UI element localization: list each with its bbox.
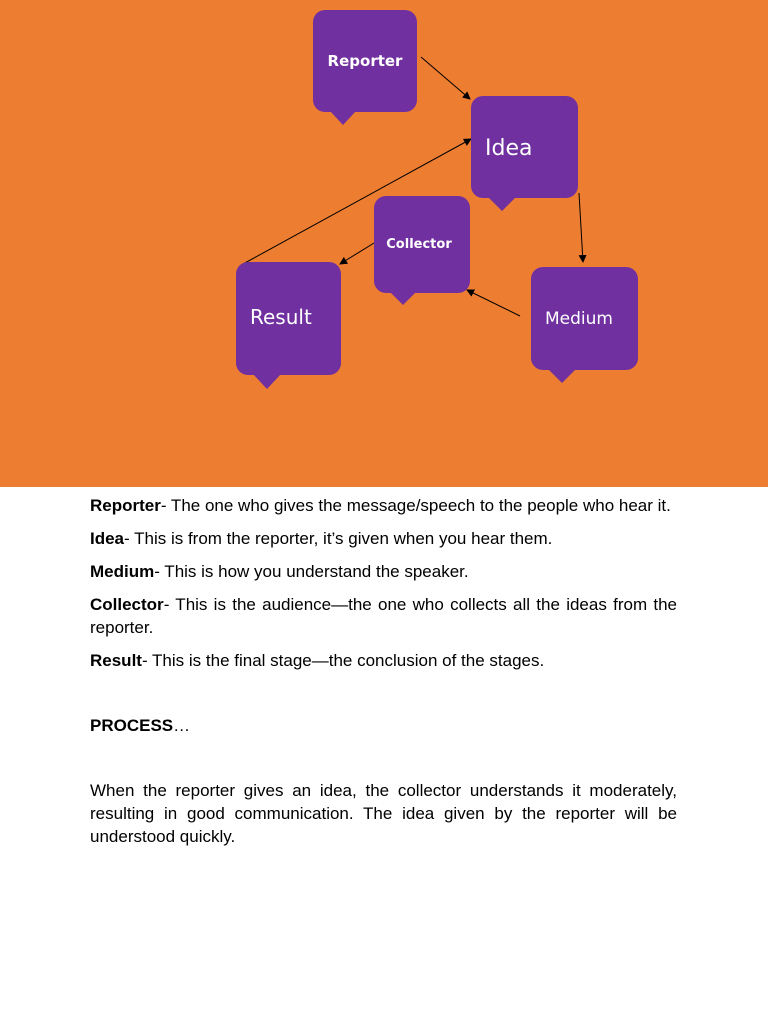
definition-result-text: - This is the final stage—the conclusion of the stages. (141, 651, 545, 670)
arrow-medium-to-collector (467, 290, 520, 316)
diagram-panel (0, 0, 768, 487)
term-reporter: Reporter (90, 496, 161, 515)
arrow-idea-to-medium (579, 193, 583, 262)
term-idea: Idea (90, 529, 125, 548)
collector-node (374, 196, 470, 305)
medium-node (531, 267, 638, 383)
reporter-label: Reporter (327, 52, 403, 70)
arrow-reporter-to-idea (421, 57, 470, 99)
term-result: Result (90, 651, 142, 670)
collector-label: Collector (386, 237, 452, 252)
definition-idea (90, 527, 677, 550)
reporter-node (313, 10, 417, 125)
idea-label: Idea (485, 136, 533, 161)
process-title: PROCESS (90, 716, 174, 735)
definition-reporter (90, 494, 677, 517)
definition-medium (90, 560, 677, 583)
definition-collector (90, 593, 677, 639)
result-node (236, 262, 341, 389)
definition-result (90, 649, 677, 672)
definition-collector-text: - This is the audience—the one who collects all the ideas from the reporter. (90, 595, 677, 637)
term-medium: Medium (90, 562, 155, 581)
definition-reporter-text: - The one who gives the message/speech to the people who hear it. (160, 496, 671, 515)
process-ellipsis: … (173, 716, 191, 735)
document-body (90, 494, 677, 858)
process-heading (90, 714, 677, 737)
definition-medium-text: - This is how you understand the speaker. (154, 562, 469, 581)
term-collector: Collector (90, 595, 164, 614)
idea-node (471, 96, 578, 211)
arrow-collector-to-result (340, 243, 374, 264)
result-label: Result (250, 305, 312, 329)
flow-diagram (0, 0, 768, 487)
process-paragraph: When the reporter gives an idea, the collector understands it moderately, resulting in good communication. The idea given by the reporter will be understood quickly. (90, 781, 677, 846)
medium-label: Medium (545, 309, 613, 329)
definition-idea-text: - This is from the reporter, it’s given when you hear them. (124, 529, 553, 548)
